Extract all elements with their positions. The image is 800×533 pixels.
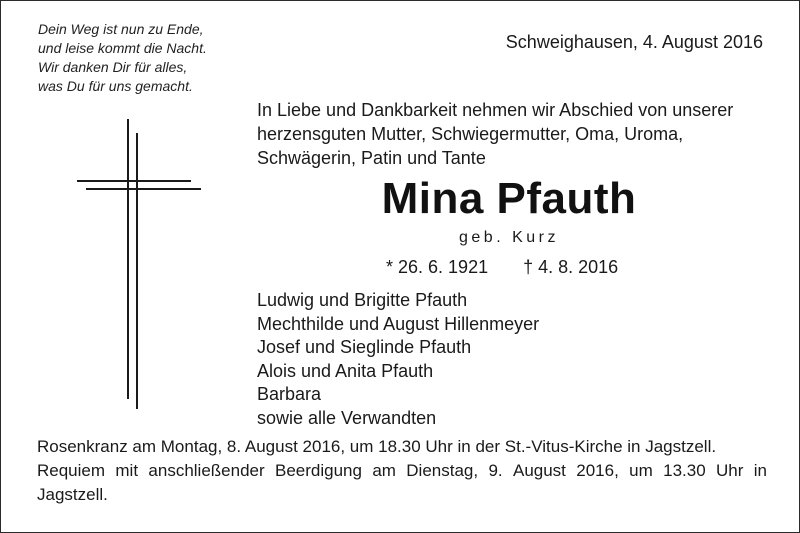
mourner-entry: Mechthilde und August Hillenmeyer <box>257 313 540 334</box>
requiem-word: 9. <box>488 461 503 480</box>
mourner-entry: Josef und Sieglinde Pfauth <box>257 337 472 357</box>
poem-line: und leise kommt die Nacht. <box>38 40 207 56</box>
requiem-word: 2016, <box>576 461 619 480</box>
mourner-entry: sowie alle Verwandten <box>257 407 437 428</box>
poem-line: was Du für uns gemacht. <box>38 78 193 94</box>
deceased-name: Mina Pfauth <box>381 174 637 223</box>
requiem-word: Dienstag, <box>406 461 479 480</box>
poem-line: Dein Weg ist nun zu Ende, <box>38 21 204 37</box>
service-information <box>37 435 767 507</box>
death-date: † 4. 8. 2016 <box>523 257 619 277</box>
requiem-word: um <box>629 461 653 480</box>
birth-date: * 26. 6. 1921 <box>386 257 489 277</box>
requiem-word: Requiem <box>37 461 106 480</box>
requiem-word: Beerdigung <box>275 461 362 480</box>
poem-line: Wir danken Dir für alles, <box>38 59 188 75</box>
cross-icon <box>71 119 211 409</box>
requiem-info <box>37 459 767 483</box>
requiem-word: am <box>372 461 396 480</box>
life-dates <box>386 256 618 278</box>
memorial-poem <box>38 20 268 96</box>
requiem-word: mit <box>115 461 139 480</box>
requiem-word: Uhr <box>716 461 744 480</box>
intro-line: Schwägerin, Patin und Tante <box>257 148 486 168</box>
intro-text <box>257 98 777 170</box>
requiem-word: August <box>512 461 566 480</box>
mourners-list <box>257 289 757 430</box>
rosary-info: Rosenkranz am Montag, 8. August 2016, um 18.30 Uhr in der St.-Vitus-Kirche in Jagstzell. <box>37 437 717 456</box>
requiem-word: in <box>753 461 767 480</box>
place-and-date: Schweighausen, 4. August 2016 <box>505 32 763 52</box>
intro-line: In Liebe und Dankbarkeit nehmen wir Abschied von unserer <box>257 100 734 120</box>
intro-line: herzensguten Mutter, Schwiegermutter, Oma, Uroma, <box>257 124 684 144</box>
requiem-word: 13.30 <box>663 461 706 480</box>
requiem-word: anschließender <box>148 461 265 480</box>
mourner-entry: Barbara <box>257 384 322 404</box>
maiden-name: geb. Kurz <box>459 229 559 246</box>
mourner-entry: Alois und Anita Pfauth <box>257 360 434 381</box>
mourner-entry: Ludwig und Brigitte Pfauth <box>257 290 468 310</box>
requiem-location: Jagstzell. <box>37 485 108 504</box>
